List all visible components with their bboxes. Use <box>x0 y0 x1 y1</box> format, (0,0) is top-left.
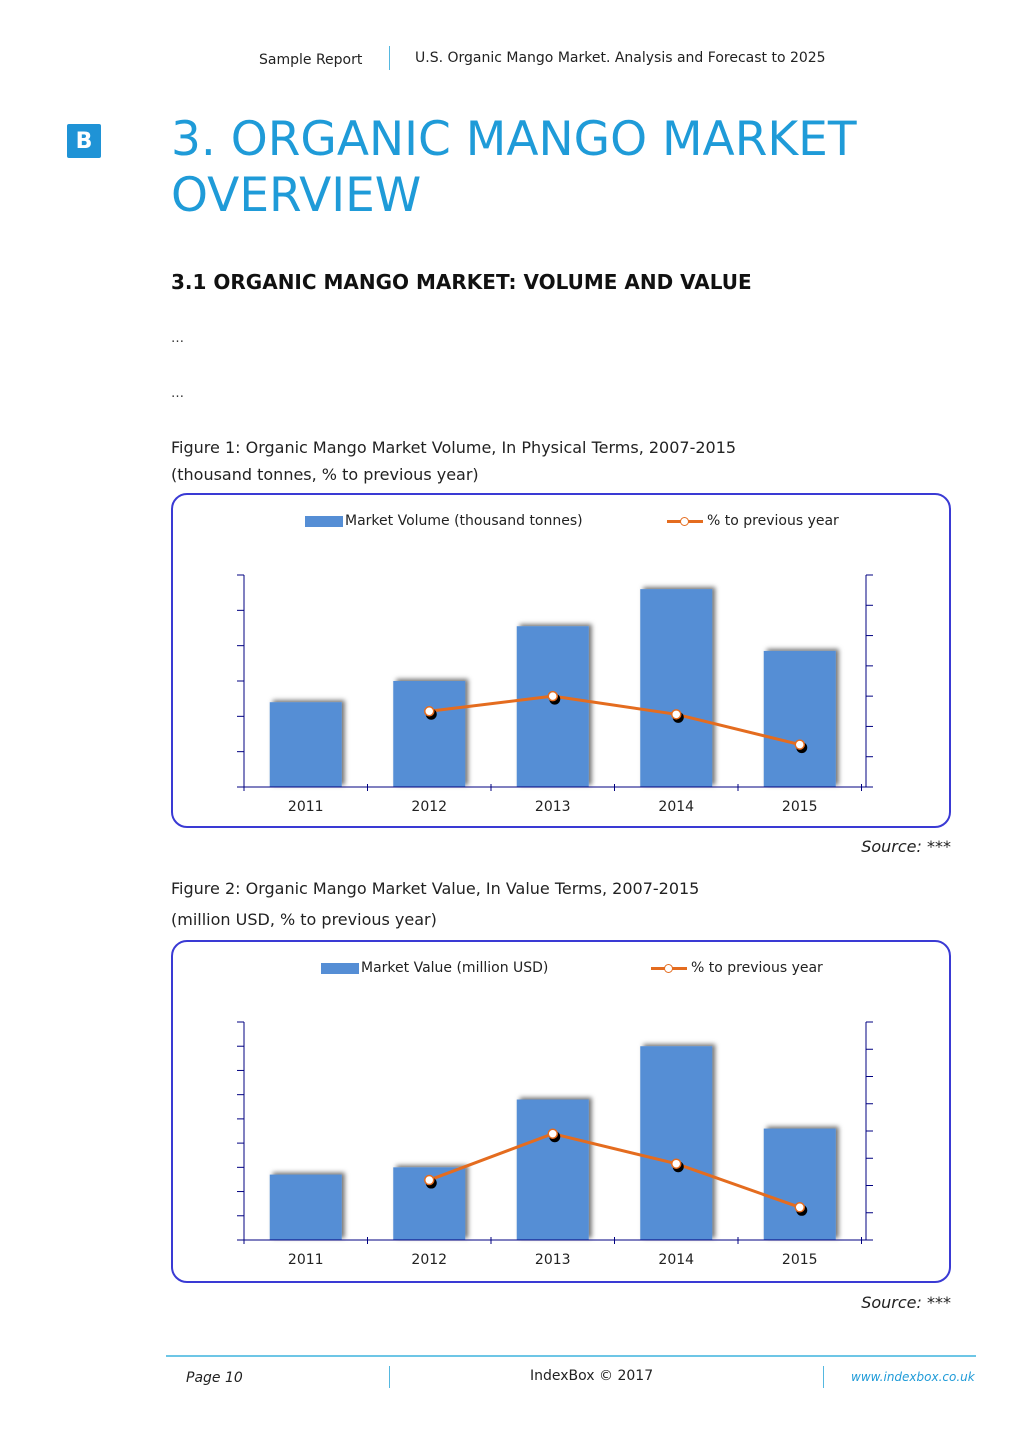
growth-point-2013 <box>548 1129 557 1138</box>
growth-point-2015 <box>795 740 804 749</box>
growth-point-2014 <box>672 1159 681 1168</box>
legend-label: % to previous year <box>691 960 823 976</box>
bar-2011 <box>270 1175 342 1240</box>
figure-2-caption-units: (million USD, % to previous year) <box>171 910 437 929</box>
growth-point-2015 <box>795 1203 804 1212</box>
bar-2013 <box>517 1100 589 1240</box>
x-tick-label-2014: 2014 <box>658 1252 695 1268</box>
x-tick-label-2011: 2011 <box>287 799 324 815</box>
legend-bar-swatch <box>321 963 359 974</box>
legend-bar-swatch <box>305 516 343 527</box>
x-tick-label-2013: 2013 <box>534 799 571 815</box>
header-divider <box>389 46 390 70</box>
footer-copyright: IndexBox © 2017 <box>530 1368 654 1384</box>
figure-1-caption-units: (thousand tonnes, % to previous year) <box>171 465 479 484</box>
chapter-title: 3. ORGANIC MANGO MARKET OVERVIEW <box>171 112 857 223</box>
figure-1-chart <box>171 493 951 828</box>
bar-2015 <box>764 651 836 787</box>
bar-2014 <box>640 589 712 787</box>
growth-point-2013 <box>548 692 557 701</box>
figure-2-source: Source: *** <box>861 1293 951 1312</box>
brand-logo-icon: B <box>67 124 101 158</box>
figure-1-source: Source: *** <box>861 837 951 856</box>
x-tick-label-2012: 2012 <box>411 1252 448 1268</box>
figure-2-chart <box>171 940 951 1283</box>
x-tick-label-2015: 2015 <box>781 799 818 815</box>
header-report-title: U.S. Organic Mango Market. Analysis and Forecast to 2025 <box>415 50 826 66</box>
footer-rule <box>166 1355 976 1357</box>
growth-line <box>429 696 800 744</box>
legend-item-value <box>321 960 548 976</box>
section-title: 3.1 ORGANIC MANGO MARKET: VOLUME AND VALUE <box>171 270 752 294</box>
footer-divider <box>389 1366 390 1388</box>
figure-2-caption-title: Figure 2: Organic Mango Market Value, In Value Terms, 2007-2015 <box>171 879 700 898</box>
legend-item-volume <box>305 513 583 529</box>
bar-2011 <box>270 702 342 787</box>
placeholder-ellipsis-1: … <box>171 331 184 346</box>
placeholder-ellipsis-2: … <box>171 386 184 401</box>
x-tick-label-2013: 2013 <box>534 1252 571 1268</box>
x-tick-label-2015: 2015 <box>781 1252 818 1268</box>
growth-line <box>429 1134 800 1208</box>
x-tick-label-2014: 2014 <box>658 799 695 815</box>
growth-point-2014 <box>672 710 681 719</box>
x-tick-label-2012: 2012 <box>411 799 448 815</box>
figure-2-plot <box>173 942 953 1285</box>
legend-line-swatch <box>651 962 687 974</box>
figure-1-caption <box>171 436 736 487</box>
figure-2-caption <box>171 877 699 932</box>
growth-point-2012 <box>425 707 434 716</box>
bar-2015 <box>764 1129 836 1240</box>
legend-label: Market Volume (thousand tonnes) <box>345 513 583 529</box>
footer-divider <box>823 1366 824 1388</box>
bar-2012 <box>393 681 465 787</box>
x-tick-label-2011: 2011 <box>287 1252 324 1268</box>
legend-line-swatch <box>667 515 703 527</box>
bar-2013 <box>517 626 589 787</box>
bar-2014 <box>640 1046 712 1240</box>
header-report-type: Sample Report <box>259 52 363 68</box>
legend-item-growth <box>667 513 839 529</box>
legend-label: % to previous year <box>707 513 839 529</box>
growth-point-2012 <box>425 1176 434 1185</box>
legend-label: Market Value (million USD) <box>361 960 549 976</box>
legend-item-growth <box>651 960 823 976</box>
footer-page-number: Page 10 <box>186 1370 243 1386</box>
footer-website-link[interactable]: www.indexbox.co.uk <box>851 1370 975 1384</box>
figure-1-plot <box>173 495 953 830</box>
figure-1-caption-title: Figure 1: Organic Mango Market Volume, In Physical Terms, 2007-2015 <box>171 438 737 457</box>
